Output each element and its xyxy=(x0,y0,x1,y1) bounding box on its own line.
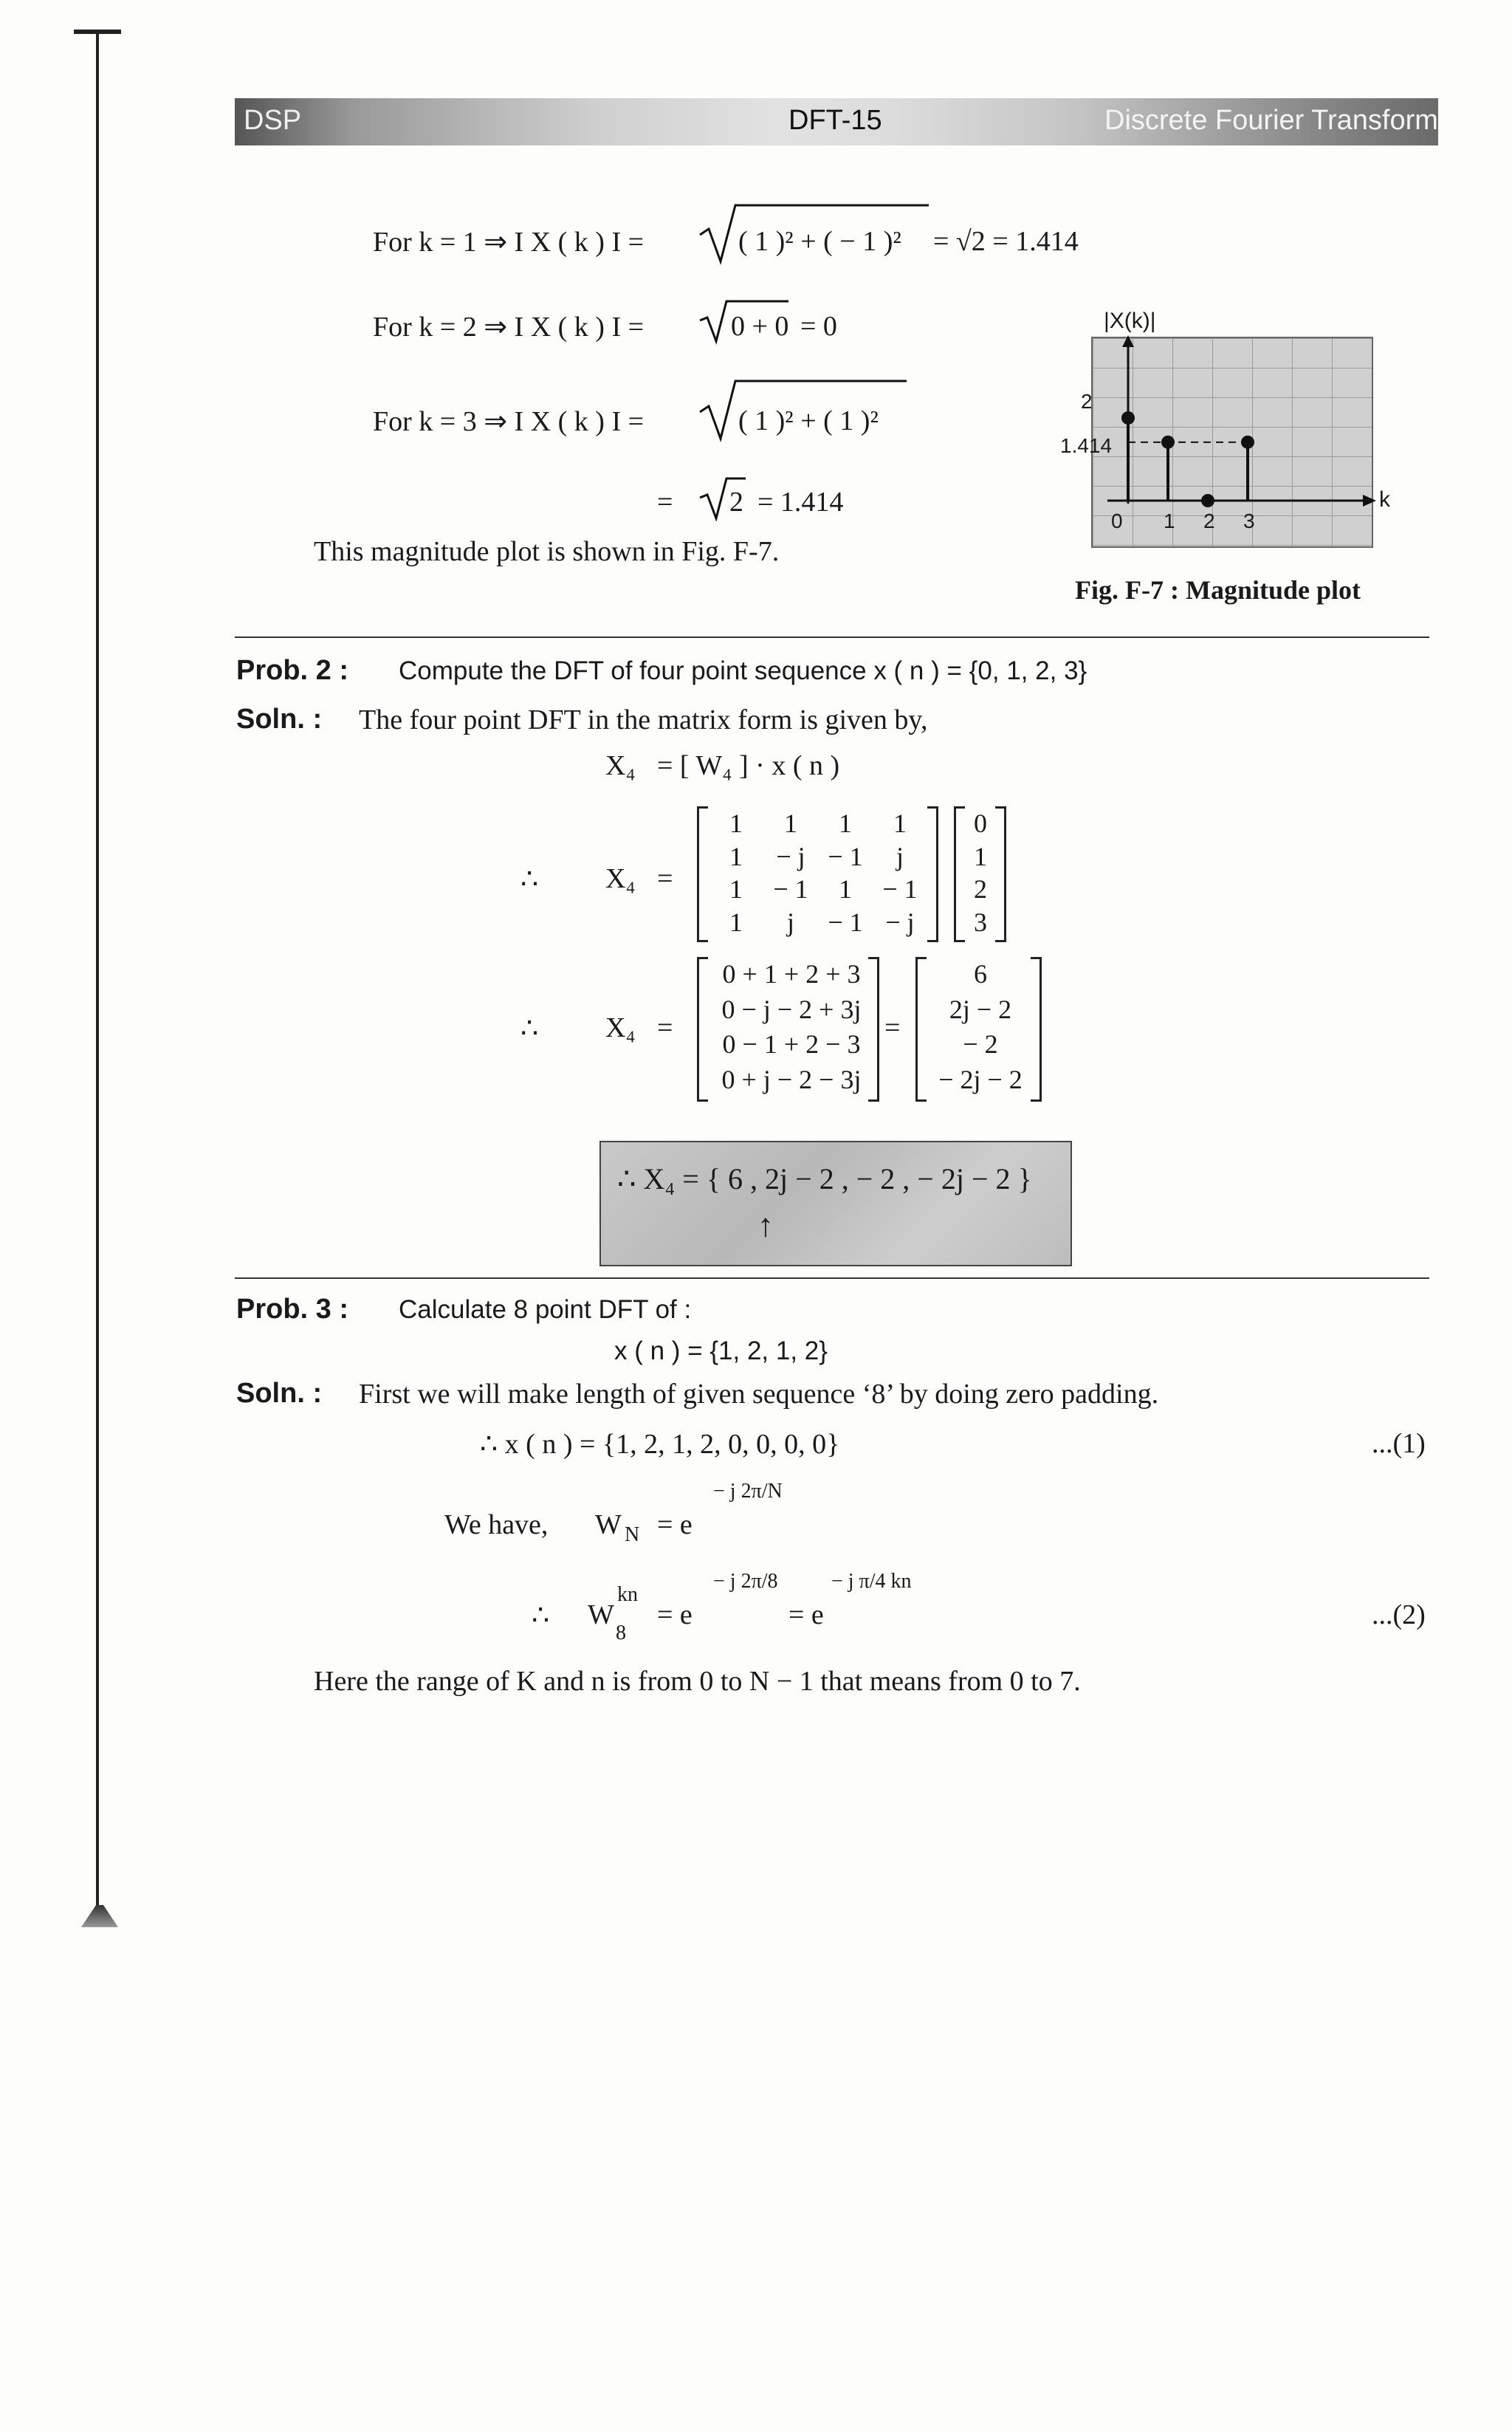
w8-rhs: = e xyxy=(657,1599,693,1630)
eq-sign-3: = xyxy=(884,1012,901,1043)
matrix-w-left-bracket xyxy=(697,806,708,942)
we-have-label: We have, xyxy=(444,1509,549,1540)
mag-line-3-prefix: For k = 3 ⇒ I X ( k ) I = xyxy=(373,406,645,437)
ytick-1414: 1.414 xyxy=(1060,434,1113,457)
eq-sign-2: = xyxy=(657,1012,673,1043)
result-vector xyxy=(927,957,1034,1097)
eq1-rhs: = [ W₄ ] · x ( n ) xyxy=(657,750,840,781)
eq-sign-1: = xyxy=(657,863,673,894)
stem-series xyxy=(1121,411,1254,507)
w8-exponent-1: − j 2π/8 xyxy=(713,1570,778,1593)
xtick-1: 1 xyxy=(1164,509,1175,532)
section-divider-1 xyxy=(235,636,1429,638)
zero-padded-sequence: ∴ x ( n ) = {1, 2, 1, 2, 0, 0, 0, 0} xyxy=(480,1429,840,1460)
x4-lhs-1: X₄ xyxy=(605,863,636,894)
matrix-cell: 1 xyxy=(839,809,852,838)
magnitude-plot-note: This magnitude plot is shown in Fig. F-7. xyxy=(314,536,780,567)
matrix-cell: 1 xyxy=(729,874,743,904)
vector-x xyxy=(963,806,998,938)
header-chapter-title: Discrete Fourier Transform xyxy=(1104,105,1438,136)
mag-line-2-prefix: For k = 2 ⇒ I X ( k ) I = xyxy=(373,312,645,343)
prob2-question: Compute the DFT of four point sequence x ( n ) = {0, 1, 2, 3} xyxy=(399,656,1087,685)
eq1-lhs: X₄ xyxy=(605,750,636,781)
result-vector-left-bracket xyxy=(915,957,927,1102)
prob3-soln-label: Soln. : xyxy=(236,1378,323,1409)
matrix-cell: j xyxy=(786,907,794,937)
vector-x-cell: 0 xyxy=(974,809,987,838)
index-arrow: ↑ xyxy=(757,1207,774,1243)
mag-line-4-result: = 1.414 xyxy=(757,487,844,518)
result-vector-cell: 6 xyxy=(974,959,987,989)
matrix-w4 xyxy=(709,806,927,938)
sum-vector-cell: 0 + 1 + 2 + 3 xyxy=(722,959,861,989)
wn-symbol: W xyxy=(595,1509,622,1540)
equation-number-2: ...(2) xyxy=(1372,1599,1426,1630)
mag-line-1-prefix: For k = 1 ⇒ I X ( k ) I = xyxy=(373,227,645,258)
prob3-soln-text: First we will make length of given sequence ‘8’ by doing zero padding. xyxy=(359,1379,1159,1410)
sum-vector-left-bracket xyxy=(697,957,708,1102)
xtick-2: 2 xyxy=(1203,509,1215,532)
matrix-cell: 1 xyxy=(893,809,907,838)
binder-foot xyxy=(81,1905,118,1927)
therefore-2: ∴ xyxy=(520,1013,539,1044)
boxed-result: ∴ X₄ = { 6 , 2j − 2 , − 2 , − 2j − 2 } xyxy=(617,1162,1032,1195)
sum-vector xyxy=(710,957,873,1097)
sum-vector-cell: 0 + j − 2 − 3j xyxy=(721,1064,862,1094)
matrix-cell: j xyxy=(896,841,904,871)
prob3-question: Calculate 8 point DFT of : xyxy=(399,1295,692,1324)
therefore-1: ∴ xyxy=(520,864,539,895)
mag-line-4-eq: = xyxy=(657,487,673,518)
matrix-cell: 1 xyxy=(729,907,743,937)
xtick-0: 0 xyxy=(1111,509,1123,532)
matrix-cell: 1 xyxy=(784,809,797,838)
figure-ylabel: |X(k)| xyxy=(1104,309,1156,333)
result-vector-cell: − 2 xyxy=(963,1029,998,1059)
mag-line-1-result: = √2 = 1.414 xyxy=(933,226,1079,257)
prob2-label: Prob. 2 : xyxy=(236,655,349,686)
matrix-cell: − 1 xyxy=(828,841,863,871)
mag-line-2-radicand: 0 + 0 xyxy=(731,311,789,342)
mag-line-4-radicand: 2 xyxy=(729,487,743,518)
prob3-sequence: x ( n ) = {1, 2, 1, 2} xyxy=(614,1336,828,1365)
matrix-w-right-bracket xyxy=(927,806,938,942)
vector-x-cell: 3 xyxy=(974,907,987,937)
figure-xlabel: k xyxy=(1379,487,1390,512)
matrix-cell: 1 xyxy=(729,809,743,838)
prob3-label: Prob. 3 : xyxy=(236,1294,349,1325)
figure-caption: Fig. F-7 : Magnitude plot xyxy=(1075,575,1361,605)
matrix-cell: − 1 xyxy=(828,907,863,937)
mag-line-2-result: = 0 xyxy=(800,311,837,342)
matrix-cell: − j xyxy=(776,841,805,871)
w8-subscript: 8 xyxy=(616,1622,626,1644)
w8-symbol: W xyxy=(588,1599,614,1630)
result-vector-cell: 2j − 2 xyxy=(949,994,1012,1024)
result-vector-cell: − 2j − 2 xyxy=(938,1064,1023,1094)
wn-subscript: N xyxy=(625,1523,640,1546)
binder-line xyxy=(96,30,99,1912)
sum-vector-cell: 0 − j − 2 + 3j xyxy=(721,994,862,1024)
mag-line-3-radicand: ( 1 )² + ( 1 )² xyxy=(738,405,879,436)
stem-plot xyxy=(1078,332,1403,569)
mag-line-1-radicand: ( 1 )² + ( − 1 )² xyxy=(738,226,901,257)
matrix-cell: − 1 xyxy=(882,874,918,904)
matrix-cell: 1 xyxy=(729,841,743,871)
vector-x-cell: 1 xyxy=(974,841,987,871)
prob2-soln-text: The four point DFT in the matrix form is given by, xyxy=(359,704,928,735)
wn-exponent: − j 2π/N xyxy=(713,1480,783,1503)
matrix-cell: 1 xyxy=(839,874,852,904)
therefore-3: ∴ xyxy=(532,1600,550,1631)
sum-vector-cell: 0 − 1 + 2 − 3 xyxy=(722,1029,861,1059)
wn-rhs: = e xyxy=(657,1509,693,1540)
xtick-3: 3 xyxy=(1243,509,1255,532)
stem-point-k0 xyxy=(1121,411,1135,425)
matrix-cell: − 1 xyxy=(773,874,808,904)
stem-point-k2 xyxy=(1201,494,1214,507)
prob2-soln-label: Soln. : xyxy=(236,704,323,735)
w8-exponent-2: − j π/4 kn xyxy=(831,1570,912,1593)
w8-superscript: kn xyxy=(617,1583,638,1606)
header-left-text: DSP xyxy=(244,105,302,136)
ytick-2: 2 xyxy=(1081,390,1093,413)
w8-mid: = e xyxy=(788,1599,824,1630)
matrix-cell: − j xyxy=(885,907,915,937)
equation-number-1: ...(1) xyxy=(1372,1428,1426,1459)
section-divider-2 xyxy=(235,1277,1429,1279)
result-box xyxy=(599,1141,1072,1266)
header-page-number: DFT-15 xyxy=(788,105,882,136)
index-range-text: Here the range of K and n is from 0 to N − 1 that means from 0 to 7. xyxy=(314,1666,1081,1697)
x4-lhs-2: X₄ xyxy=(605,1012,636,1043)
vector-x-cell: 2 xyxy=(974,874,987,904)
